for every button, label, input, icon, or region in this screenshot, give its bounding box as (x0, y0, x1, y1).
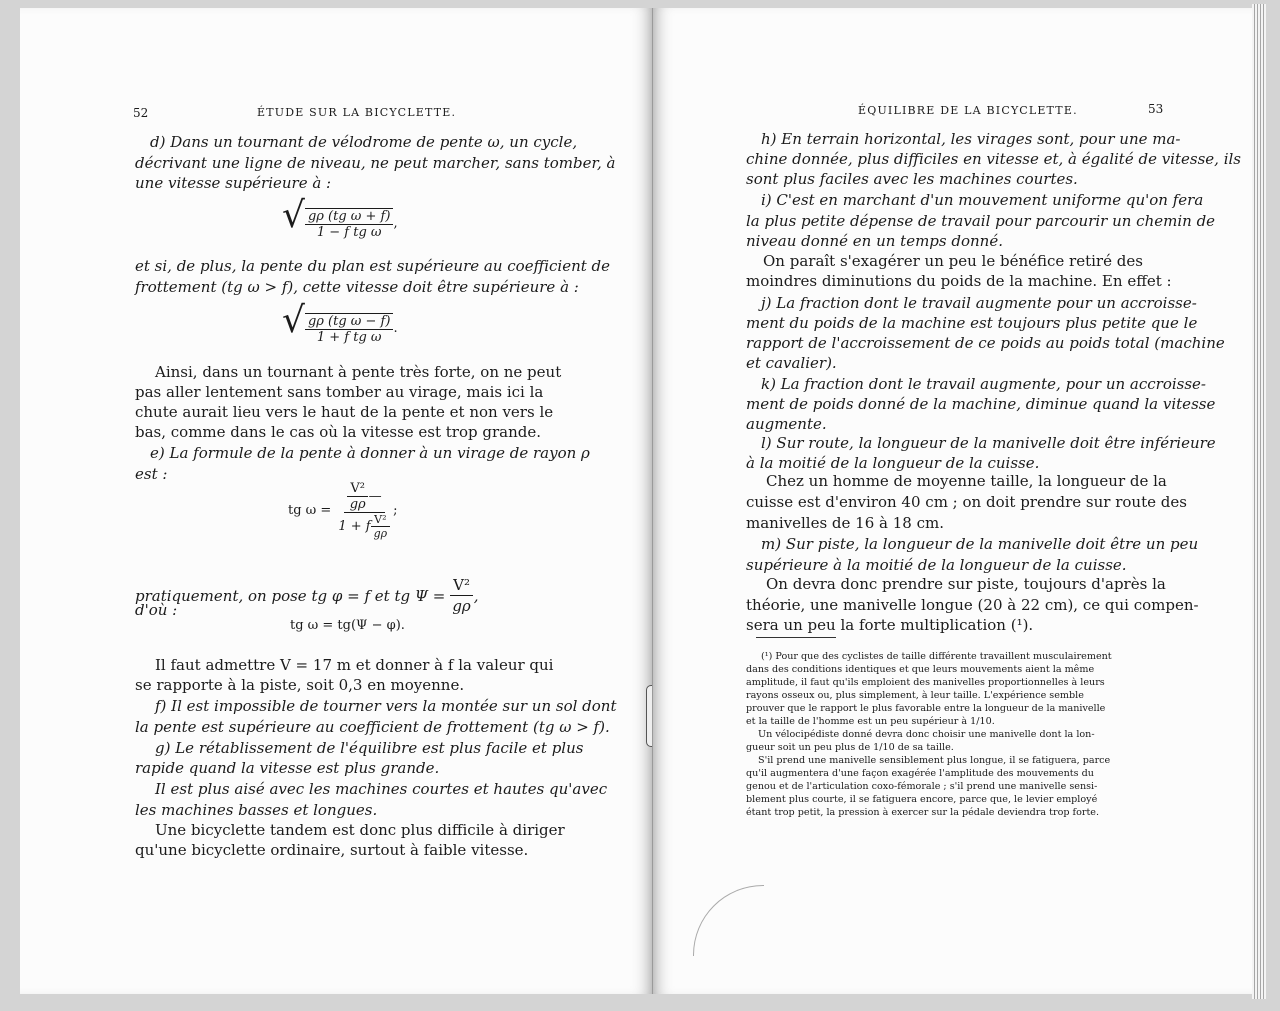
text-line: l) Sur route, la longueur de la manivelle doit être inférieure (761, 434, 1216, 452)
footnote-line: Un vélocipédiste donné devra donc choisir une manivelle dont la lon- (758, 729, 1095, 740)
footnote-line: qu'il augmentera d'une façon exagérée l'amplitude des mouvements du (746, 768, 1094, 779)
right-page (652, 8, 1253, 994)
text-line: supérieure à la moitié de la longueur de la cuisse. (746, 556, 1127, 574)
footnote-line: dans des conditions identiques et que leurs mouvements aient la même (746, 664, 1095, 675)
footnote-line: rayons osseux ou, plus simplement, à leur taille. L'expérience semble (746, 690, 1084, 701)
formula-sqrt-1: √ $\frac{\text{gρ (tg ω + f)}}{\text{1 − f tg ω}}$ , (282, 195, 398, 240)
footnote-line: (¹) Pour que des cyclistes de taille différente travaillent musculairement (761, 651, 1112, 662)
text-line: Ainsi, dans un tournant à pente très forte, on ne peut (155, 363, 562, 381)
text-line: qu'une bicyclette ordinaire, surtout à faible vitesse. (135, 841, 529, 859)
text-line: niveau donné en un temps donné. (746, 232, 1003, 250)
text-line: d) Dans un tournant de vélodrome de pente ω, un cycle, (150, 133, 578, 151)
text-line: Il faut admettre V = 17 m et donner à f la valeur qui (155, 656, 554, 674)
footnote-line: et la taille de l'homme est un peu supérieur à 1/10. (746, 716, 995, 727)
text-line: frottement (tg ω > f), cette vitesse doit être supérieure à : (135, 278, 579, 296)
text-line: i) C'est en marchant d'un mouvement uniforme qu'on fera (761, 191, 1204, 209)
text-line: les machines basses et longues. (135, 801, 378, 819)
text-line: pratiquement, on pose tg φ = f et tg Ψ = $\frac{\text{V²}}{g\rho}$ , (135, 576, 479, 615)
text-line: est : (135, 465, 168, 483)
footnote-line: étant trop petit, la pression à exercer sur la pédale deviendra trop forte. (746, 807, 1100, 818)
text-line: cuisse est d'environ 40 cm ; on doit prendre sur route des (746, 493, 1187, 511)
text-line: h) En terrain horizontal, les virages sont, pour une ma- (761, 130, 1181, 148)
text-line: f) Il est impossible de tourner vers la montée sur un sol dont (155, 697, 617, 715)
text-line: et si, de plus, la pente du plan est supérieure au coefficient de (135, 257, 611, 275)
text-line: Une bicyclette tandem est donc plus difficile à diriger (155, 821, 565, 839)
text-line: sera un peu la forte multiplication (¹). (746, 616, 1034, 634)
text-line: théorie, une manivelle longue (20 à 22 cm), ce qui compen- (746, 596, 1199, 614)
formula-tg-psi: tg ω = tg(Ψ − φ). (290, 618, 405, 633)
text-line: pas aller lentement sans tomber au virage, mais ici la (135, 383, 544, 401)
text-line: à la moitié de la longueur de la cuisse. (746, 454, 1040, 472)
text-line: Il est plus aisé avec les machines courtes et hautes qu'avec (155, 780, 608, 798)
text-line: k) La fraction dont le travail augmente, pour un accroisse- (761, 375, 1206, 393)
text-line: rapport de l'accroissement de ce poids au poids total (machine (746, 334, 1225, 352)
text-line: j) La fraction dont le travail augmente pour un accroisse- (761, 294, 1197, 312)
running-head: ÉTUDE SUR LA BICYCLETTE. (257, 106, 457, 119)
footnote-line: genou et de l'articulation coxo-fémorale ; s'il prend une manivelle sensi- (746, 781, 1098, 792)
text-line: et cavalier). (746, 354, 837, 372)
text-line: se rapporte à la piste, soit 0,3 en moyenne. (135, 676, 465, 694)
text-line: On devra donc prendre sur piste, toujours d'après la (766, 575, 1166, 593)
text-line: chute aurait lieu vers le haut de la pente et non vers le (135, 403, 554, 421)
text-line: la plus petite dépense de travail pour parcourir un chemin de (746, 212, 1216, 230)
text-line: manivelles de 16 à 18 cm. (746, 514, 944, 532)
page-edges (1252, 4, 1266, 999)
text-line: moindres diminutions du poids de la machine. En effet : (746, 272, 1172, 290)
text-line: chine donnée, plus difficiles en vitesse et, à égalité de vitesse, ils (746, 150, 1241, 168)
formula-tg-omega: tg ω = $\frac{\text{V²}}{g\rho}$ — 1 + f $\frac{\text{V²}}{g\rho}$ ; (288, 481, 398, 540)
text-line: bas, comme dans le cas où la vitesse est trop grande. (135, 423, 542, 441)
footnote-rule (756, 637, 836, 638)
text-line: rapide quand la vitesse est plus grande. (135, 759, 440, 777)
text-line: m) Sur piste, la longueur de la manivelle doit être un peu (761, 535, 1199, 553)
footnote-line: blement plus courte, il se fatiguera encore, parce que, le levier employé (746, 794, 1098, 805)
text-line: la pente est supérieure au coefficient de frottement (tg ω > f). (135, 718, 610, 736)
footnote-line: prouver que le rapport le plus favorable entre la longueur de la manivelle (746, 703, 1106, 714)
footnote-line: S'il prend une manivelle sensiblement plus longue, il se fatiguera, parce (758, 755, 1111, 766)
footnote-line: amplitude, il faut qu'ils emploient des manivelles proportionnelles à leurs (746, 677, 1105, 688)
left-page (20, 8, 653, 994)
footnote-line: gueur soit un peu plus de 1/10 de sa taille. (746, 742, 954, 753)
page-number: 52 (133, 106, 149, 120)
text-line: e) La formule de la pente à donner à un virage de rayon ρ (150, 444, 590, 462)
text-line: g) Le rétablissement de l'équilibre est plus facile et plus (155, 739, 584, 757)
text-line: augmente. (746, 415, 827, 433)
text-line: On paraît s'exagérer un peu le bénéfice retiré des (763, 252, 1143, 270)
text-line: d'où : (135, 601, 178, 619)
formula-sqrt-2: √ $\frac{\text{gρ (tg ω − f)}}{\text{1 + f tg ω}}$ . (282, 300, 398, 345)
running-head: ÉQUILIBRE DE LA BICYCLETTE. (858, 104, 1078, 117)
page-number: 53 (1148, 102, 1164, 116)
text-line: ment du poids de la machine est toujours plus petite que le (746, 314, 1198, 332)
text-line: ment de poids donné de la machine, diminue quand la vitesse (746, 395, 1216, 413)
text-line: Chez un homme de moyenne taille, la longueur de la (766, 472, 1167, 490)
text-line: décrivant une ligne de niveau, ne peut marcher, sans tomber, à (135, 154, 616, 172)
text-line: sont plus faciles avec les machines courtes. (746, 170, 1078, 188)
text-line: une vitesse supérieure à : (135, 174, 332, 192)
